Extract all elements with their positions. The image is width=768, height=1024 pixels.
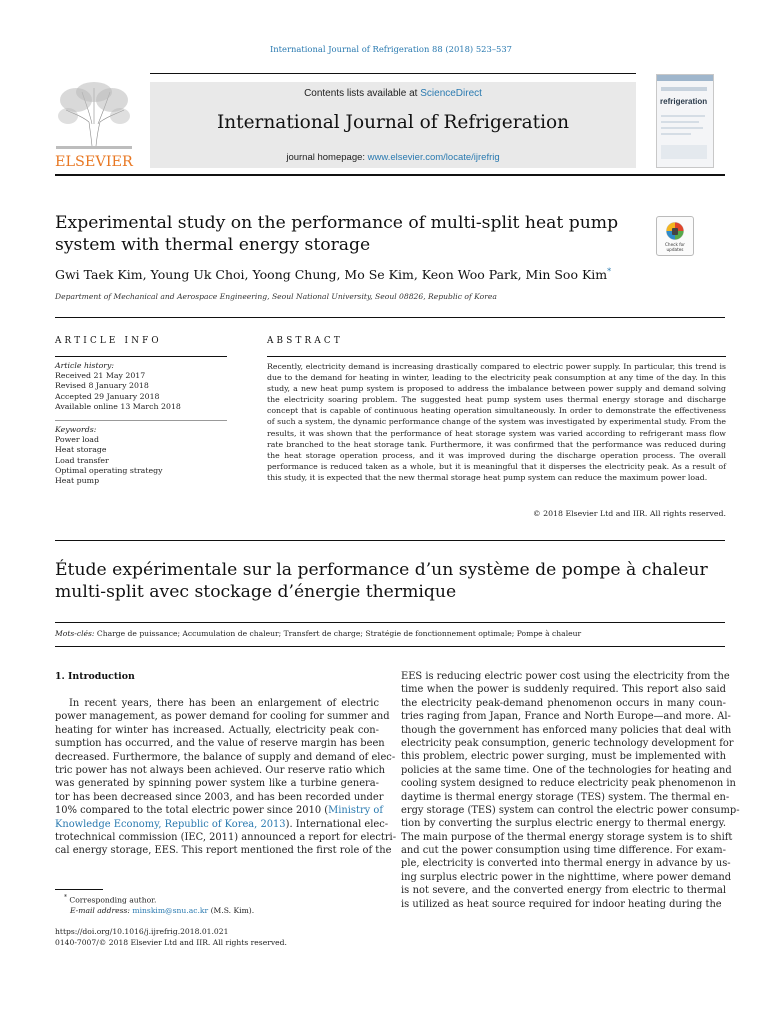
body-line: tion by converting the surplus electric energy to thermal energy. bbox=[401, 818, 726, 830]
body-line: decreased. Furthermore, the balance of supply and demand of elec- bbox=[55, 751, 396, 763]
body-line-with-citation: 10% compared to the total electric power since 2010 (Ministry of bbox=[55, 805, 384, 817]
body-line-with-citation: Knowledge Economy, Republic of Korea, 2013). International elec- bbox=[55, 818, 389, 830]
contents-prefix: Contents lists available at bbox=[304, 88, 421, 99]
abstract-text: Recently, electricity demand is increasing drastically compared to electric power supply. In particular, this trend is due to the demand for heating in winter, leading to the electricity peak consumption at any time of the day. In this study, a new heat pump system is proposed to address the imbalance between power supply and demand solving the electricity soaring problem. The suggested heat pump system uses thermal energy storage and discharge concept that is capable of continuous heating operation simultaneously. In order to demonstrate the effectiveness of such a system, the dynamic performance change of the system was investigated by experimental study. From the results, it was shown that the performance of heat storage system was varied according to refrigerant mass flow rate branched to the heat storage tank. Furthermore, it was confirmed that the performance was reduced during the heat storage operation process, and it was improved during the discharge operation process. The overall performance is reduced taken as a whole, but it is meaningful that it disperses the electricity peak. As a result of this study, it is expected that the new thermal storage heat pump system can reduce the maximum power load. bbox=[267, 362, 726, 482]
sciencedirect-link[interactable]: ScienceDirect bbox=[420, 88, 482, 99]
body-line: the electricity peak-demand phenomenon occurs in many coun- bbox=[401, 697, 726, 709]
section-rule bbox=[55, 540, 725, 541]
body-line: is not severe, and the converted energy from electric to thermal bbox=[401, 885, 726, 897]
abstract-heading: ABSTRACT bbox=[267, 336, 343, 346]
crossmark-icon bbox=[657, 217, 693, 255]
french-keywords bbox=[55, 629, 581, 638]
body-line: though the government has enforced many policies that deal with bbox=[401, 724, 732, 736]
body-line: time when the power is suddenly required. This report also said bbox=[401, 684, 726, 696]
body-line: electricity peak consumption, generic technology development for bbox=[401, 737, 734, 749]
journal-cover-image bbox=[656, 74, 714, 168]
article-title bbox=[55, 212, 625, 256]
section-rule bbox=[55, 622, 725, 623]
journal-reference-link[interactable]: International Journal of Refrigeration 88 (2018) 523–537 bbox=[269, 44, 513, 54]
journal-header-band bbox=[150, 82, 636, 168]
doi-link[interactable]: https://doi.org/10.1016/j.ijrefrig.2018.01.021 bbox=[55, 927, 229, 936]
elsevier-tree-icon bbox=[54, 80, 134, 168]
article-title-line: system with thermal energy storage bbox=[55, 235, 371, 255]
authors-text: Gwi Taek Kim, Young Uk Choi, Yoong Chung, Mo Se Kim, Keon Woo Park, Min Soo Kim bbox=[55, 267, 608, 283]
footnote-rule bbox=[55, 889, 103, 890]
cover-line bbox=[661, 121, 699, 123]
citation-link[interactable]: Ministry of bbox=[328, 805, 384, 817]
keywords-rule bbox=[55, 420, 227, 421]
journal-homepage-link[interactable]: www.elsevier.com/locate/ijrefrig bbox=[367, 152, 500, 163]
body-line: ergy storage (TES) system can control the electric power consump- bbox=[401, 804, 740, 816]
journal-title: International Journal of Refrigeration bbox=[216, 112, 570, 133]
body-line: cooling system designed to reduce electricity peak phenomenon in bbox=[401, 778, 736, 790]
check-for-updates-button[interactable] bbox=[656, 216, 694, 256]
journal-homepage-line bbox=[150, 152, 636, 163]
french-title-line: multi-split avec stockage d’énergie thermique bbox=[55, 582, 457, 602]
email-label: E-mail address: bbox=[70, 906, 130, 915]
history-item: Revised 8 January 2018 bbox=[55, 381, 149, 391]
keyword-item: Heat pump bbox=[55, 476, 100, 486]
article-history bbox=[55, 361, 235, 412]
body-line: EES is reducing electric power cost using the electricity from the bbox=[401, 671, 730, 682]
french-keywords-label: Mots-clés: bbox=[55, 629, 95, 638]
elsevier-logo bbox=[54, 80, 134, 168]
body-line: was generated by spinning power system like a turbine genera- bbox=[55, 778, 379, 790]
body-line: In recent years, there has been an enlargement of electric bbox=[69, 698, 379, 709]
history-label: Article history: bbox=[55, 361, 115, 370]
history-item: Available online 13 March 2018 bbox=[55, 401, 181, 411]
email-footnote bbox=[70, 906, 254, 915]
keywords-label: Keywords: bbox=[55, 425, 97, 434]
body-line: this problem, electric power surging, must be implemented with bbox=[401, 751, 726, 763]
cover-image-block bbox=[661, 145, 707, 159]
article-info-rule bbox=[55, 356, 227, 357]
intro-right-column bbox=[401, 670, 740, 911]
body-line: trotechnical commission (IEC, 2011) announced a report for electri- bbox=[55, 831, 397, 843]
svg-text:Check for: Check for bbox=[665, 242, 685, 247]
body-line: is utilized as heat source required for indoor heating during the bbox=[401, 898, 722, 910]
body-line: policies at the same time. One of the technologies for heating and bbox=[401, 764, 732, 776]
article-info-heading: ARTICLE INFO bbox=[55, 336, 162, 346]
corresponding-footnote bbox=[64, 894, 156, 905]
keyword-item: Power load bbox=[55, 435, 99, 445]
issn-copyright: 0140-7007/© 2018 Elsevier Ltd and IIR. All rights reserved. bbox=[55, 938, 287, 947]
article-title-line: Experimental study on the performance of multi-split heat pump bbox=[55, 213, 619, 233]
section-rule bbox=[55, 317, 725, 318]
citation-link[interactable]: Knowledge Economy, Republic of Korea, 2013 bbox=[55, 818, 286, 830]
cover-top-strip bbox=[657, 75, 713, 81]
email-suffix: (M.S. Kim). bbox=[208, 906, 255, 915]
body-line: and cut the power consumption using time difference. For exam- bbox=[401, 845, 726, 857]
body-line: ing surplus electric power in the nighttime, where power demand bbox=[401, 871, 732, 883]
body-line: cal energy storage, EES. This report mentioned the first role of the bbox=[55, 845, 392, 857]
keyword-item: Optimal operating strategy bbox=[55, 465, 163, 475]
abstract-copyright: © 2018 Elsevier Ltd and IIR. All rights reserved. bbox=[532, 509, 726, 518]
body-line: daytime is thermal energy storage (TES) system. The thermal en- bbox=[401, 791, 730, 803]
header-top-rule bbox=[150, 73, 636, 74]
corresponding-text: Corresponding author. bbox=[69, 895, 157, 905]
corresponding-author-mark[interactable]: * bbox=[607, 267, 612, 276]
body-line: power management, as power demand for cooling for summer and bbox=[55, 711, 390, 723]
email-link[interactable]: minskim@snu.ac.kr bbox=[132, 906, 209, 915]
cover-line bbox=[661, 127, 703, 129]
body-line: sumption has occurred, and the value of reserve margin has been bbox=[55, 738, 385, 750]
author-list bbox=[55, 267, 611, 282]
cover-title: refrigeration bbox=[660, 97, 708, 106]
section-rule bbox=[55, 646, 725, 647]
keywords-list bbox=[55, 425, 235, 486]
intro-left-column bbox=[55, 697, 397, 858]
footnote-mark: * bbox=[64, 894, 67, 901]
body-line: heating for winter has increased. Actually, electricity peak con- bbox=[55, 724, 379, 736]
keyword-item: Heat storage bbox=[55, 445, 107, 455]
homepage-prefix: journal homepage: bbox=[286, 152, 368, 163]
french-keywords-text: Charge de puissance; Accumulation de chaleur; Transfert de charge; Stratégie de fonctionnement optimale; Pompe à chaleur bbox=[96, 629, 582, 638]
svg-text:ELSEVIER: ELSEVIER bbox=[55, 154, 133, 168]
cover-line bbox=[661, 115, 705, 117]
cover-line bbox=[661, 133, 691, 135]
section-heading-introduction: 1. Introduction bbox=[55, 671, 135, 682]
body-line: tries raging from Japan, France and North Europe—and more. Al- bbox=[401, 711, 731, 723]
contents-line bbox=[150, 88, 636, 99]
body-line: ple, electricity is converted into thermal energy in advance by us- bbox=[401, 858, 731, 870]
affiliation: Department of Mechanical and Aerospace Engineering, Seoul National University, Seoul 08826, Republic of Korea bbox=[55, 292, 497, 301]
body-line: tric power has not always been achieved. Our reserve ratio which bbox=[55, 764, 386, 776]
french-title-line: Étude expérimentale sur la performance d’un système de pompe à chaleur bbox=[55, 560, 708, 580]
history-item: Accepted 29 January 2018 bbox=[55, 391, 160, 401]
french-title bbox=[55, 559, 725, 603]
abstract-rule bbox=[267, 356, 726, 357]
cover-small-text-bar bbox=[661, 87, 707, 91]
svg-text:updates: updates bbox=[666, 247, 684, 252]
keyword-item: Load transfer bbox=[55, 455, 109, 465]
body-line: tor has been decreased since 2003, and has been recorded under bbox=[55, 791, 384, 803]
header-bottom-rule bbox=[55, 174, 725, 176]
body-line: The main purpose of the thermal energy storage system is to shift bbox=[401, 831, 733, 843]
history-item: Received 21 May 2017 bbox=[55, 371, 146, 381]
